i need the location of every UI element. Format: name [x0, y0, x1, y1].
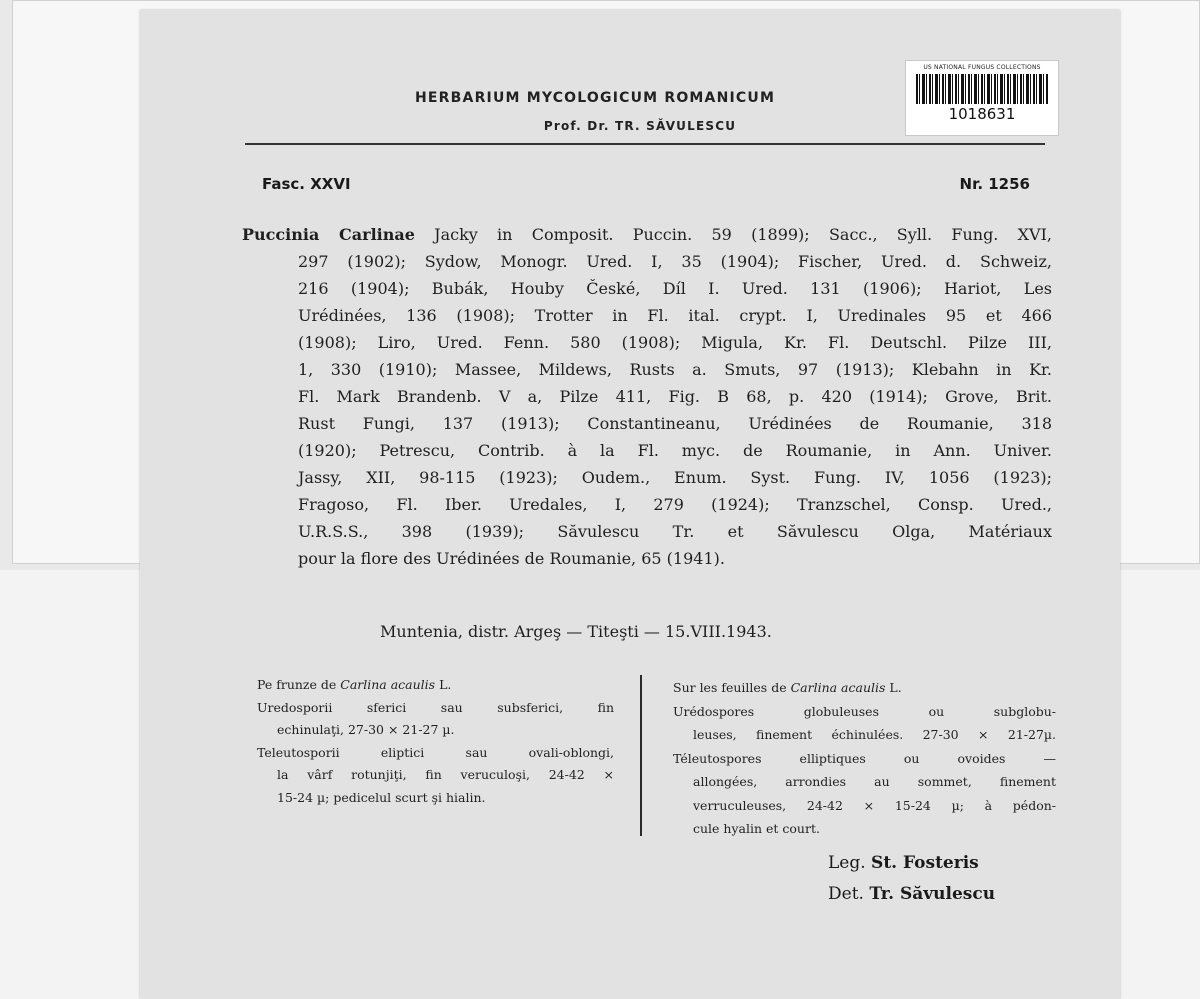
- bibliography-line: (1920); Petrescu, Contrib. à la Fl. myc. de Roumanie, in Ann. Univer.: [298, 441, 1052, 460]
- bibliography-line: U.R.S.S., 398 (1939); Săvulescu Tr. et Săvulescu Olga, Matériaux: [298, 522, 1052, 541]
- description-line: Téleutospores elliptiques ou ovoides —: [673, 750, 1056, 766]
- bibliography-line: 1, 330 (1910); Massee, Mildews, Rusts a. Smuts, 97 (1913); Klebahn in Kr.: [298, 360, 1052, 379]
- barcode-icon: [916, 74, 1048, 104]
- herbarium-subtitle: Prof. Dr. TR. SĂVULESCU: [543, 119, 737, 133]
- description-line: Urédospores globuleuses ou subglobu-: [673, 703, 1056, 719]
- description-line: Uredosporii sferici sau subsferici, fin: [257, 699, 614, 715]
- collection-locality: Muntenia, distr. Argeş — Titeşti — 15.VIII.1943.: [380, 622, 772, 641]
- bibliography-line: Fl. Mark Brandenb. V a, Pilze 411, Fig. B 68, p. 420 (1914); Grove, Brit.: [298, 387, 1052, 406]
- host-line: Pe frunze de Carlina acaulis L.: [257, 677, 452, 692]
- bibliography-line: Jassy, XII, 98-115 (1923); Oudem., Enum. Syst. Fung. IV, 1056 (1923);: [298, 468, 1052, 487]
- description-line: Teleutosporii eliptici sau ovali-oblongi,: [257, 744, 614, 760]
- bibliography-line: Puccinia Carlinae Jacky in Composit. Puccin. 59 (1899); Sacc., Syll. Fung. XVI,: [242, 225, 1052, 244]
- determiner-name: Tr. Săvulescu: [869, 884, 996, 904]
- fascicle-number: Fasc. XXVI: [262, 175, 351, 193]
- taxon-name: Puccinia Carlinae: [242, 225, 415, 244]
- description-line: la vârf rotunjiţi, fin veruculoşi, 24-42 ×: [277, 767, 614, 782]
- bibliography-line: 216 (1904); Bubák, Houby České, Díl I. Ured. 131 (1906); Hariot, Les: [298, 279, 1052, 298]
- bibliography: [242, 221, 1052, 572]
- description-line: echinulaţi, 27-30 × 21-27 µ.: [277, 722, 455, 737]
- host-name: Carlina acaulis: [340, 677, 436, 692]
- description-line: leuses, finement échinulées. 27-30 × 21-27µ.: [693, 727, 1056, 742]
- bibliography-line: Fragoso, Fl. Iber. Uredales, I, 279 (1924); Tranzschel, Consp. Ured.,: [298, 495, 1052, 514]
- collector-line: Leg. St. Fosteris: [828, 853, 979, 873]
- specimen-number: Nr. 1256: [959, 175, 1030, 193]
- barcode-sticker: [905, 60, 1059, 136]
- bibliography-line: 297 (1902); Sydow, Monogr. Ured. I, 35 (1904); Fischer, Ured. d. Schweiz,: [298, 252, 1052, 271]
- signature-block: [828, 848, 995, 910]
- description-romanian: [257, 674, 614, 809]
- determiner-line: Det. Tr. Săvulescu: [828, 884, 996, 904]
- bibliography-line: pour la flore des Urédinées de Roumanie, 65 (1941).: [298, 549, 725, 568]
- description-line: verruculeuses, 24-42 × 15-24 µ; à pédon-: [693, 797, 1056, 813]
- description-french: [673, 676, 1056, 841]
- bibliography-line: (1908); Liro, Ured. Fenn. 580 (1908); Migula, Kr. Fl. Deutschl. Pilze III,: [298, 333, 1052, 352]
- herbarium-title: HERBARIUM MYCOLOGICUM ROMANICUM: [415, 90, 776, 106]
- description-line: allongées, arrondies au sommet, finement: [693, 774, 1056, 789]
- barcode-number: 1018631: [948, 105, 1016, 123]
- description-line: 15-24 µ; pedicelul scurt şi hialin.: [277, 789, 486, 805]
- bibliography-line: Urédinées, 136 (1908); Trotter in Fl. ital. crypt. I, Uredinales 95 et 466: [298, 306, 1052, 325]
- host-name: Carlina acaulis: [790, 680, 886, 695]
- bibliography-line: Rust Fungi, 137 (1913); Constantineanu, Urédinées de Roumanie, 318: [298, 414, 1052, 433]
- barcode-caption: US NATIONAL FUNGUS COLLECTIONS: [923, 64, 1041, 71]
- host-line: Sur les feuilles de Carlina acaulis L.: [673, 680, 902, 695]
- header-rule: [245, 143, 1045, 145]
- description-line: cule hyalin et court.: [693, 821, 820, 836]
- collector-name: St. Fosteris: [871, 853, 979, 873]
- column-divider: [640, 675, 642, 836]
